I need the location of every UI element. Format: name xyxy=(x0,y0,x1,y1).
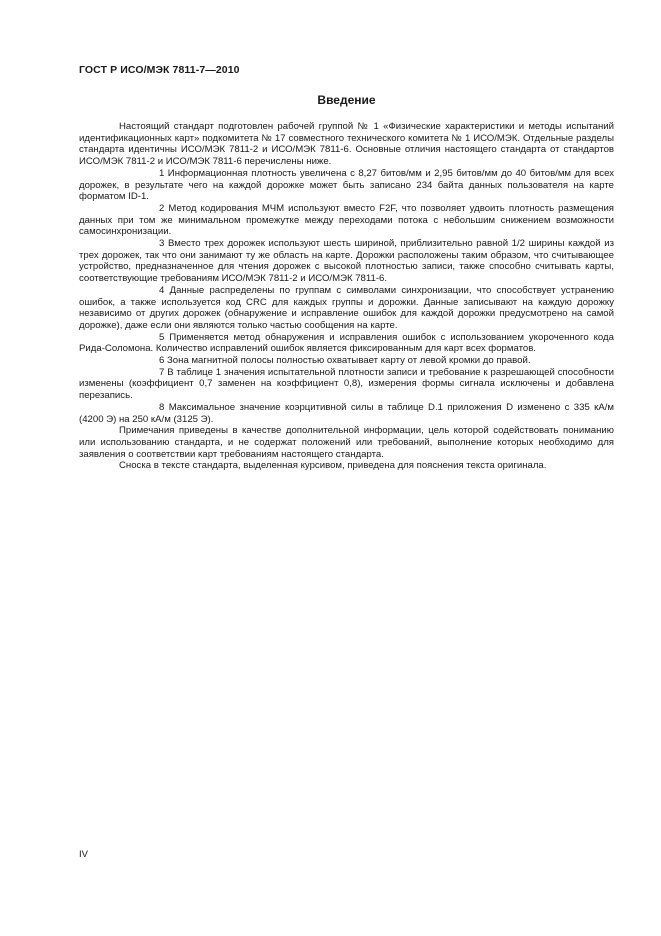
document-body xyxy=(79,121,614,472)
note-paragraph: Примечания приведены в качестве дополнительной информации, цель которой содействовать пониманию или использованию стандарта, и не содержат положений или требований, выполнение которых необходимо для заявления о соответствии карт требованиям настоящего стандарта. xyxy=(79,425,614,460)
list-item xyxy=(79,402,614,425)
list-item-text: Данные распределены по группам с символами синхронизации, что способствует устранению ошибок, а также используется код CRC для каждых группы и дорожки. Данные записывают на каждую дорожку независимо от других дорожек (обнаружение и исправление ошибок для каждой дорожки предусмотрено на самой дорожке), даже если они являются только частью сообщения на карте. xyxy=(79,284,615,331)
section-title: Введение xyxy=(317,93,376,107)
list-item-text: Применяется метод обнаружения и исправления ошибок с использованием укороченного кода Рида-Соломона. Количество исправлений ошибок является фиксированным для карт всех форматов. xyxy=(79,331,614,355)
list-item-text: Зона магнитной полосы полностью охватывает карту от левой кромки до правой. xyxy=(167,355,531,367)
list-item-number: 7 xyxy=(159,366,165,378)
page-number: IV xyxy=(79,849,88,860)
list-item-number: 8 xyxy=(159,401,165,413)
list-item-text: В таблице 1 значения испытательной плотности записи и требование к разрешающей способности изменены (коэффициент 0,7 заменен на коэффициент 0,8), измерения формы сигнала исключены и добавлена перезапись. xyxy=(79,366,614,402)
list-item-text: Метод кодирования МЧМ используют вместо F2F, что позволяет удвоить плотность размещения данных при том же минимальном промежутке между переходами потока с небольшим снижением возможности самосинхронизации. xyxy=(79,202,614,238)
list-item xyxy=(79,285,614,332)
list-item-number: 2 xyxy=(159,202,165,214)
list-item-number: 1 xyxy=(159,167,165,179)
intro-paragraph: Настоящий стандарт подготовлен рабочей группой № 1 «Физические характеристики и методы испытаний идентификационных карт» подкомитета № 17 совместного технического комитета № 1 ИСО/МЭК. Отдельные разделы стандарта идентичны ИСО/МЭК 7811-2 и ИСО/МЭК 7811-6. Основные отличия настоящего стандарта от стандартов ИСО/МЭК 7811-2 и ИСО/МЭК 7811-6 перечислены ниже. xyxy=(79,121,614,168)
document-header: ГОСТ Р ИСО/МЭК 7811-7—2010 xyxy=(79,64,240,76)
list-item-text: Максимальное значение коэрцитивной силы в таблице D.1 приложения D изменено с 335 кА/м (4200 Э) на 250 кА/м (3125 Э). xyxy=(79,401,615,425)
list-item-text: Вместо трех дорожек используют шесть шириной, приблизительно равной 1/2 ширины каждой из трех дорожек, так что они занимают ту же область на карте. Дорожки расположены таким образом, что считывающее устройство, предназначенное для чтения дорожек с высокой плотностью записи, также способно считывать карты, соответствующие требованиям ИСО/МЭК 7811-2 и ИСО/МЭК 7811-6. xyxy=(79,238,614,285)
list-item xyxy=(79,355,614,367)
footnote-paragraph: Сноска в тексте стандарта, выделенная курсивом, приведена для пояснения текста оригинала. xyxy=(119,460,547,472)
list-item-number: 4 xyxy=(159,284,165,296)
list-item xyxy=(79,332,614,355)
list-item-text: Информационная плотность увеличена с 8,27 битов/мм и 2,95 битов/мм до 40 битов/мм для всех дорожек, в результате чего на каждой дорожке может быть записано 234 байта данных пользователя на карте форматом ID-1. xyxy=(79,167,614,203)
list-item xyxy=(79,168,614,203)
list-item xyxy=(79,203,614,238)
list-item xyxy=(79,238,614,285)
list-item xyxy=(79,367,614,402)
list-item-number: 5 xyxy=(159,331,165,343)
list-item-number: 3 xyxy=(159,238,165,250)
list-item-number: 6 xyxy=(159,355,165,367)
